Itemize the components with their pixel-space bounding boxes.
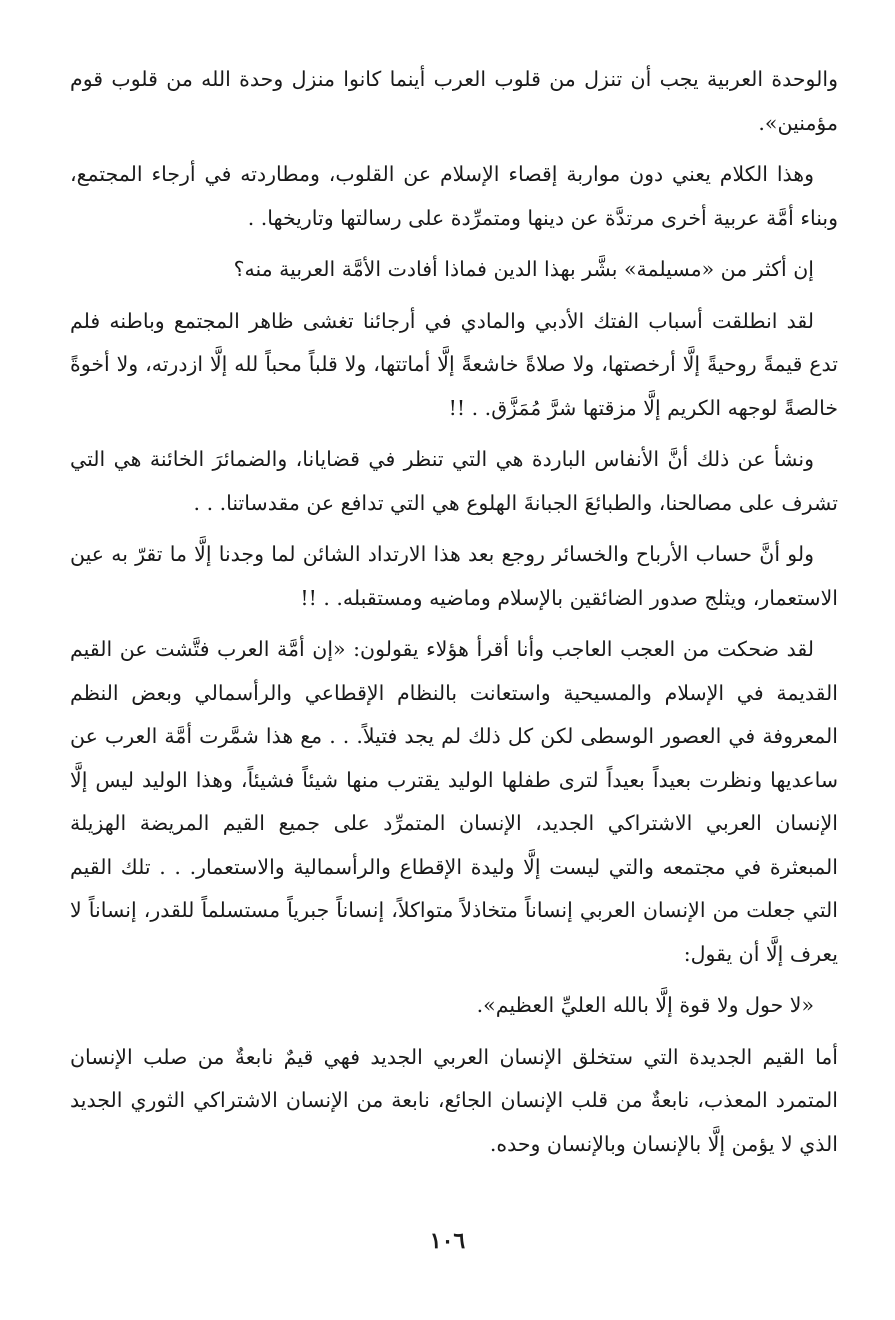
page-number: ١٠٦ [429, 1228, 466, 1254]
paragraph: أما القيم الجديدة التي ستخلق الإنسان العربي الجديد فهي قيمٌ نابعةٌ من صلب الإنسان المتمرد المعذب، نابعةٌ من قلب الإنسان الجائع، نابعة من الإنسان الاشتراكي الثوري الجديد الذي لا يؤمن إلَّا بالإنسان وبالإنسان وحده. [70, 1044, 838, 1156]
paragraph: ولو أنَّ حساب الأرباح والخسائر روجع بعد هذا الارتداد الشائن لما وجدنا إلَّا ما تقرّ به عين الاستعمار، ويثلج صدور الضائقين بالإسلام وماضيه ومستقبله. . !! [70, 542, 838, 610]
paragraph: والوحدة العربية يجب أن تنزل من قلوب العرب أينما كانوا منزل وحدة الله من قلوب قوم مؤمنين». [70, 67, 838, 135]
paragraph: لقد انطلقت أسباب الفتك الأدبي والمادي في أرجائنا تغشى ظاهر المجتمع وباطنه فلم تدع قيمةً روحيةً إلَّا أرخصتها، ولا صلاةً خاشعةً إلَّا أماتتها، ولا قلباً محباً لله إلَّا ازدرته، ولا أخوةً خالصةً لوجهه الكريم إلَّا مزقتها شرَّ مُمَزَّق. . !! [70, 308, 838, 420]
paragraph: لقد ضحكت من العجب العاجب وأنا أقرأ هؤلاء يقولون: «إن أمَّة العرب فتَّشت عن القيم القديمة في الإسلام والمسيحية واستعانت بالنظام الإقطاعي والرأسمالي وبعض النظم المعروفة في العصور الوسطى لكن كل ذلك لم يجد فتيلاً. . . مع هذا شمَّرت أمَّة العرب عن ساعديها ونظرت بعيداً بعيداً لترى طفلها الوليد يقترب منها شيئاً فشيئاً، وهذا الوليد ليس إلَّا الإنسان العربي الاشتراكي الجديد، الإنسان المتمرِّد على جميع القيم المريضة الهزيلة المبعثرة في مجتمعه والتي ليست إلَّا وليدة الإقطاع والرأسمالية والاستعمار. . . تلك القيم التي جعلت من الإنسان العربي إنساناً متخاذلاً متواكلاً، إنساناً جبرياً مستسلماً للقدر، إنساناً لا يعرف إلَّا أن يقول: [70, 637, 838, 966]
paragraph: ونشأ عن ذلك أنَّ الأنفاس الباردة هي التي تنظر في قضايانا، والضمائرَ الخائنة هي التي تشرف على مصالحنا، والطبائعَ الجبانةَ الهلوع هي التي تدافع عن مقدساتنا. . . [70, 447, 838, 515]
quote-line: «لا حول ولا قوة إلَّا بالله العليِّ العظيم». [476, 993, 814, 1017]
paragraph: وهذا الكلام يعني دون مواربة إقصاء الإسلام عن القلوب، ومطاردته في أرجاء المجتمع، وبناء أمَّة عربية أخرى مرتدَّة عن دينها ومتمرِّدة على رسالتها وتاريخها. . [70, 162, 838, 230]
page-body [70, 58, 838, 1174]
paragraph: إن أكثر من «مسيلمة» بشَّر بهذا الدين فماذا أفادت الأمَّة العربية منه؟ [233, 257, 814, 281]
